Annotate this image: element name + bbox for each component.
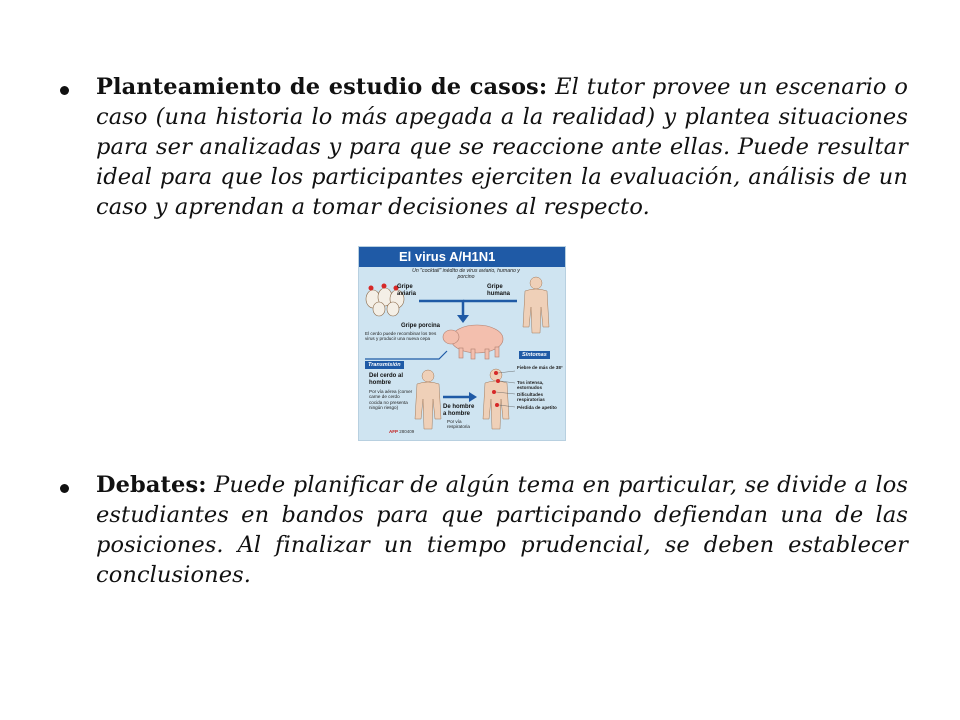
arrow-head-right (469, 392, 477, 402)
symptom-appetite: Pérdida de apetito (517, 405, 557, 410)
divider-line (365, 351, 447, 359)
bullet-description: El tutor provee un escenario o caso (una historia lo más apegada a la realidad) y plantea situaciones para ser analizadas y para que se reaccione ante ellas. Puede resultar ideal para que los participantes ejerciten la evaluación, análisis de un caso y aprendan a tomar decisiones al respecto. (96, 74, 908, 220)
human-figure-top (523, 277, 549, 333)
label-gripe-aviaria: Gripe aviaria (397, 284, 417, 297)
arrow-head-down (457, 315, 469, 323)
bullet-paragraph (96, 470, 908, 590)
hombre-hombre-note: Por vía respiratoria (447, 419, 470, 430)
infographic-credit (389, 429, 414, 434)
credit-code: 280409 (399, 429, 415, 434)
symptom-breathing: Dificultades respiratorias (517, 392, 545, 403)
symptom-cough: Tos intensa, estornudos (517, 380, 544, 391)
pig-illustration (443, 325, 503, 359)
tab-sintomas: Síntomas (519, 351, 550, 359)
label-gripe-porcina: Gripe porcina (401, 323, 441, 329)
human-figure-symptoms (483, 369, 509, 429)
infographic-subtitle: Un "cocktail" inédito de virus aviario, humano y porcino (412, 268, 520, 280)
porcina-note: El cerdo puede recombinar los tres virus y producir una nueva cepa (365, 331, 437, 342)
credit-agency: AFP (389, 429, 398, 434)
bullet-item-debates (60, 470, 908, 590)
infographic-title: El virus A/H1N1 (359, 247, 565, 267)
bullet-term: Planteamiento de estudio de casos: (96, 74, 548, 100)
symptom-fever: Fiebre de más de 38° (517, 365, 563, 370)
bullet-dot (60, 484, 69, 493)
bullet-paragraph (96, 72, 908, 222)
bullet-term: Debates: (96, 472, 207, 498)
cerdo-hombre-note: Por vía aérea (comer carne de cerdo cocida no presenta ningún riesgo) (369, 389, 413, 411)
bullet-dot (60, 86, 69, 95)
bullet-item-case-study (60, 72, 908, 222)
h1n1-infographic (358, 246, 566, 441)
label-hombre-hombre: De hombre a hombre (443, 404, 475, 417)
bullet-description: Puede planificar de algún tema en particular, se divide a los estudiantes en bandos para que participando defiendan una de las posiciones. Al finalizar un tiempo prudencial, se deben establecer conclusiones. (96, 472, 908, 588)
arrow-avian (419, 301, 463, 317)
tab-transmision: Transmisión (365, 361, 404, 369)
human-figure-transmission (415, 370, 441, 429)
label-cerdo-hombre: Del cerdo al hombre (369, 373, 404, 386)
label-gripe-humana: Gripe humana (487, 284, 511, 297)
